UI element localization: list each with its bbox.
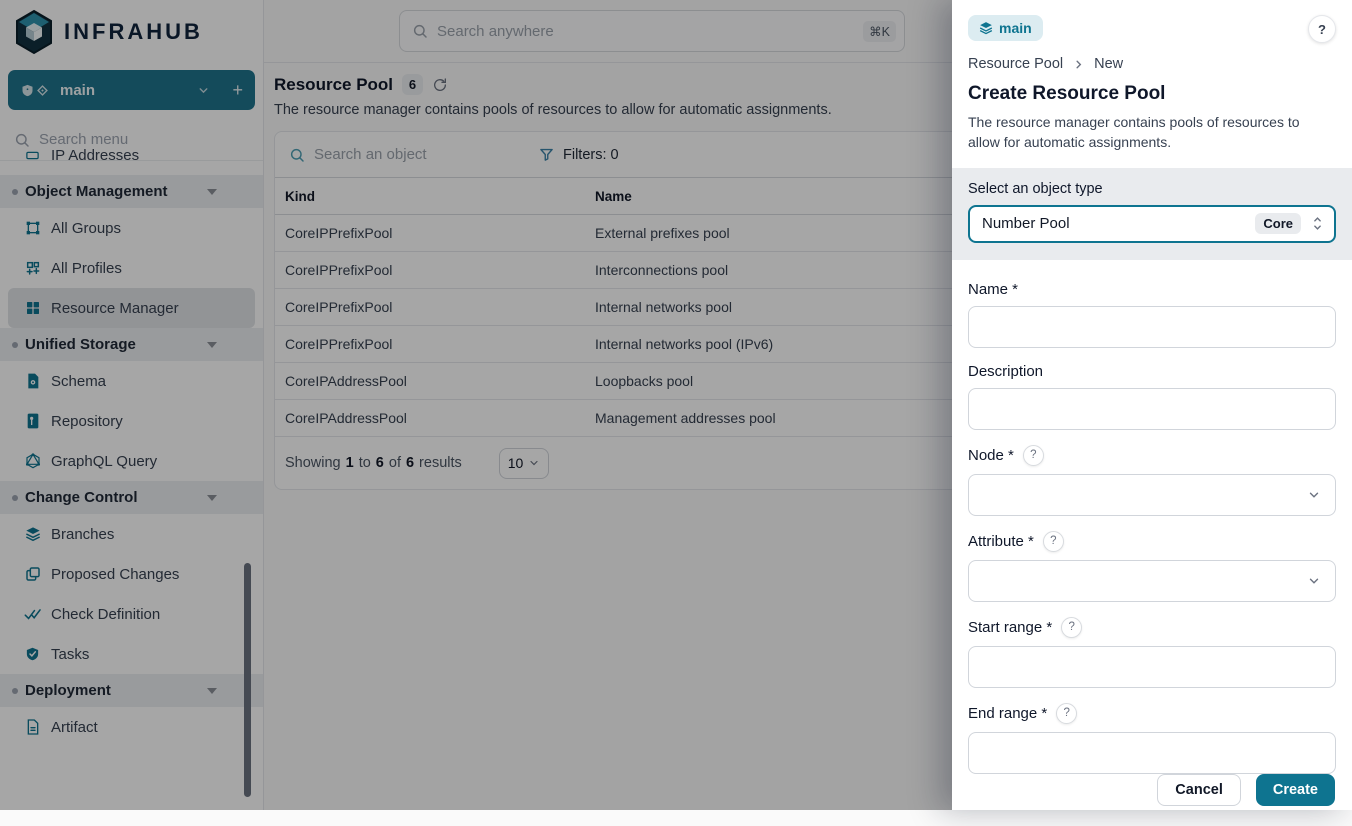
- description-field[interactable]: [968, 388, 1336, 430]
- breadcrumb-current: New: [1094, 56, 1124, 72]
- create-button[interactable]: Create: [1256, 774, 1335, 806]
- count-badge: 6: [402, 74, 423, 95]
- attribute-field-label: Attribute *: [968, 532, 1034, 550]
- up-down-chevrons-icon: [1311, 216, 1324, 231]
- help-button[interactable]: ?: [1308, 15, 1336, 43]
- table-row[interactable]: CoreIPPrefixPool Internal networks pool: [275, 289, 1329, 326]
- end-range-help-icon[interactable]: ?: [1056, 703, 1077, 724]
- start-range-help-icon[interactable]: ?: [1061, 617, 1082, 638]
- chevron-right-icon: [1073, 59, 1084, 70]
- chevron-down-icon: [1307, 488, 1321, 502]
- branch-badge[interactable]: main: [968, 15, 1043, 41]
- layers-icon: [979, 21, 993, 35]
- filters-label: Filters: 0: [563, 146, 619, 163]
- sidebar-section-object-management[interactable]: Object Management: [0, 175, 263, 208]
- results-summary: Showing 1 to 6 of 6 results: [285, 455, 462, 471]
- chevron-down-icon: [1307, 574, 1321, 588]
- page-subtitle: The resource manager contains pools of resources to allow for automatic assignments.: [274, 102, 832, 118]
- end-range-field-label: End range *: [968, 704, 1048, 722]
- core-badge: Core: [1255, 213, 1301, 234]
- sidebar-item-check-definition[interactable]: Check Definition: [0, 594, 263, 634]
- sidebar-item-all-profiles[interactable]: All Profiles: [0, 248, 263, 288]
- sidebar-item-resource-manager[interactable]: Resource Manager: [8, 288, 255, 328]
- sidebar-item-graphql-query[interactable]: GraphQL Query: [0, 441, 263, 481]
- start-range-field-label: Start range *: [968, 618, 1053, 636]
- attribute-help-icon[interactable]: ?: [1043, 531, 1064, 552]
- node-select[interactable]: [968, 474, 1336, 516]
- add-branch-button[interactable]: +: [232, 79, 243, 100]
- name-field[interactable]: [968, 306, 1336, 348]
- breadcrumb-parent[interactable]: Resource Pool: [968, 56, 1064, 72]
- drawer-title: Create Resource Pool: [968, 83, 1166, 104]
- breadcrumb: [968, 56, 1336, 72]
- page-title: Resource Pool: [274, 74, 394, 94]
- current-branch-label: main: [60, 81, 96, 99]
- description-field-label: Description: [968, 362, 1044, 380]
- column-header-name[interactable]: Name: [585, 178, 1329, 215]
- create-resource-pool-drawer: [952, 0, 1352, 810]
- object-type-label: Select an object type: [968, 180, 1103, 197]
- sidebar-item-tasks[interactable]: Tasks: [0, 634, 263, 674]
- drawer-description: The resource manager contains pools of resources to allow for automatic assignments.: [968, 114, 1300, 151]
- sidebar-section-change-control[interactable]: Change Control: [0, 481, 263, 514]
- sidebar-item-schema[interactable]: Schema: [0, 361, 263, 401]
- logo-text: INFRAHUB: [64, 19, 203, 44]
- table-row[interactable]: CoreIPPrefixPool Internal networks pool (IPv6): [275, 326, 1329, 363]
- table-row[interactable]: CoreIPAddressPool Management addresses pool: [275, 400, 1329, 437]
- column-header-kind[interactable]: Kind: [275, 178, 585, 215]
- cancel-button[interactable]: Cancel: [1157, 774, 1241, 806]
- keyboard-shortcut-badge: ⌘K: [863, 21, 896, 42]
- table-row[interactable]: CoreIPAddressPool Loopbacks pool: [275, 363, 1329, 400]
- sidebar-item-ip-addresses[interactable]: IP Addresses: [0, 135, 263, 175]
- object-type-select[interactable]: [968, 205, 1336, 243]
- table-row[interactable]: CoreIPPrefixPool External prefixes pool: [275, 215, 1329, 252]
- name-field-label: Name *: [968, 280, 1019, 298]
- create-form: [952, 260, 1352, 774]
- sidebar-item-all-groups[interactable]: All Groups: [0, 208, 263, 248]
- start-range-field[interactable]: [968, 646, 1336, 688]
- sidebar-item-branches[interactable]: Branches: [0, 514, 263, 554]
- attribute-select[interactable]: [968, 560, 1336, 602]
- sidebar-section-unified-storage[interactable]: Unified Storage: [0, 328, 263, 361]
- table-row[interactable]: CoreIPPrefixPool Interconnections pool: [275, 252, 1329, 289]
- sidebar-section-deployment[interactable]: Deployment: [0, 674, 263, 707]
- object-type-section: [952, 168, 1352, 260]
- node-help-icon[interactable]: ?: [1023, 445, 1044, 466]
- object-type-value: Number Pool: [982, 215, 1070, 233]
- page-size-select[interactable]: 10: [499, 448, 549, 479]
- sidebar-item-artifact[interactable]: Artifact: [0, 707, 263, 747]
- end-range-field[interactable]: [968, 732, 1336, 774]
- node-field-label: Node *: [968, 446, 1014, 464]
- sidebar-item-repository[interactable]: Repository: [0, 401, 263, 441]
- sidebar-item-proposed-changes[interactable]: Proposed Changes: [0, 554, 263, 594]
